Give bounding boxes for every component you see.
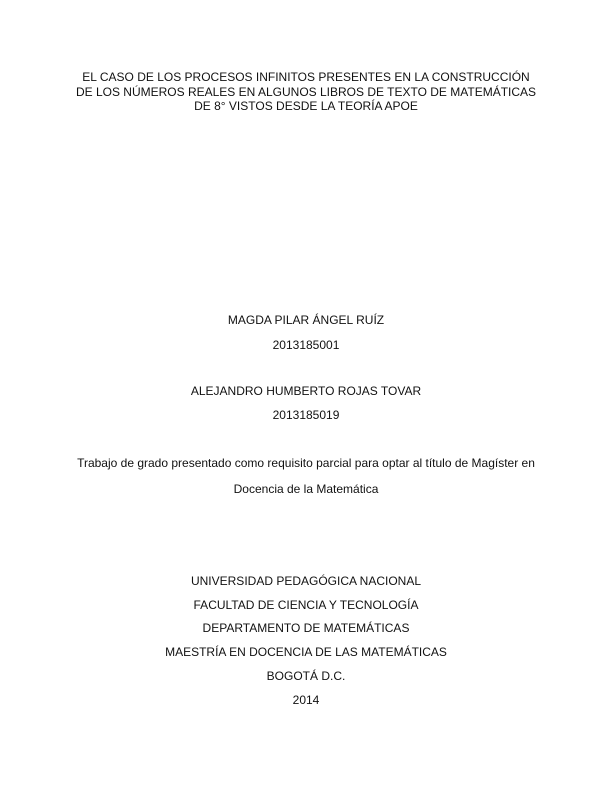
author-2-code: 2013185019	[272, 408, 340, 422]
department-name: DEPARTAMENTO DE MATEMÁTICAS	[202, 621, 410, 635]
author-1-code: 2013185001	[272, 338, 340, 352]
program-name: MAESTRÍA EN DOCENCIA DE LAS MATEMÁTICAS	[165, 645, 447, 659]
purpose-line-2: Docencia de la Matemática	[233, 482, 379, 496]
city-name: BOGOTÁ D.C.	[266, 669, 346, 683]
author-2-name: ALEJANDRO HUMBERTO ROJAS TOVAR	[190, 384, 422, 398]
title-line-1: EL CASO DE LOS PROCESOS INFINITOS PRESENTES EN LA CONSTRUCCIÓN	[82, 70, 530, 84]
faculty-name: FACULTAD DE CIENCIA Y TECNOLOGÍA	[193, 598, 419, 612]
title-line-3: DE 8° VISTOS DESDE LA TEORÍA APOE	[194, 99, 418, 113]
author-1-name: MAGDA PILAR ÁNGEL RUÍZ	[227, 313, 385, 327]
year: 2014	[292, 693, 320, 707]
university-name: UNIVERSIDAD PEDAGÓGICA NACIONAL	[190, 574, 422, 588]
title-line-2: DE LOS NÚMEROS REALES EN ALGUNOS LIBROS DE TEXTO DE MATEMÁTICAS	[75, 85, 537, 99]
purpose-line-1: Trabajo de grado presentado como requisito parcial para optar al título de Magíster en	[77, 456, 535, 470]
